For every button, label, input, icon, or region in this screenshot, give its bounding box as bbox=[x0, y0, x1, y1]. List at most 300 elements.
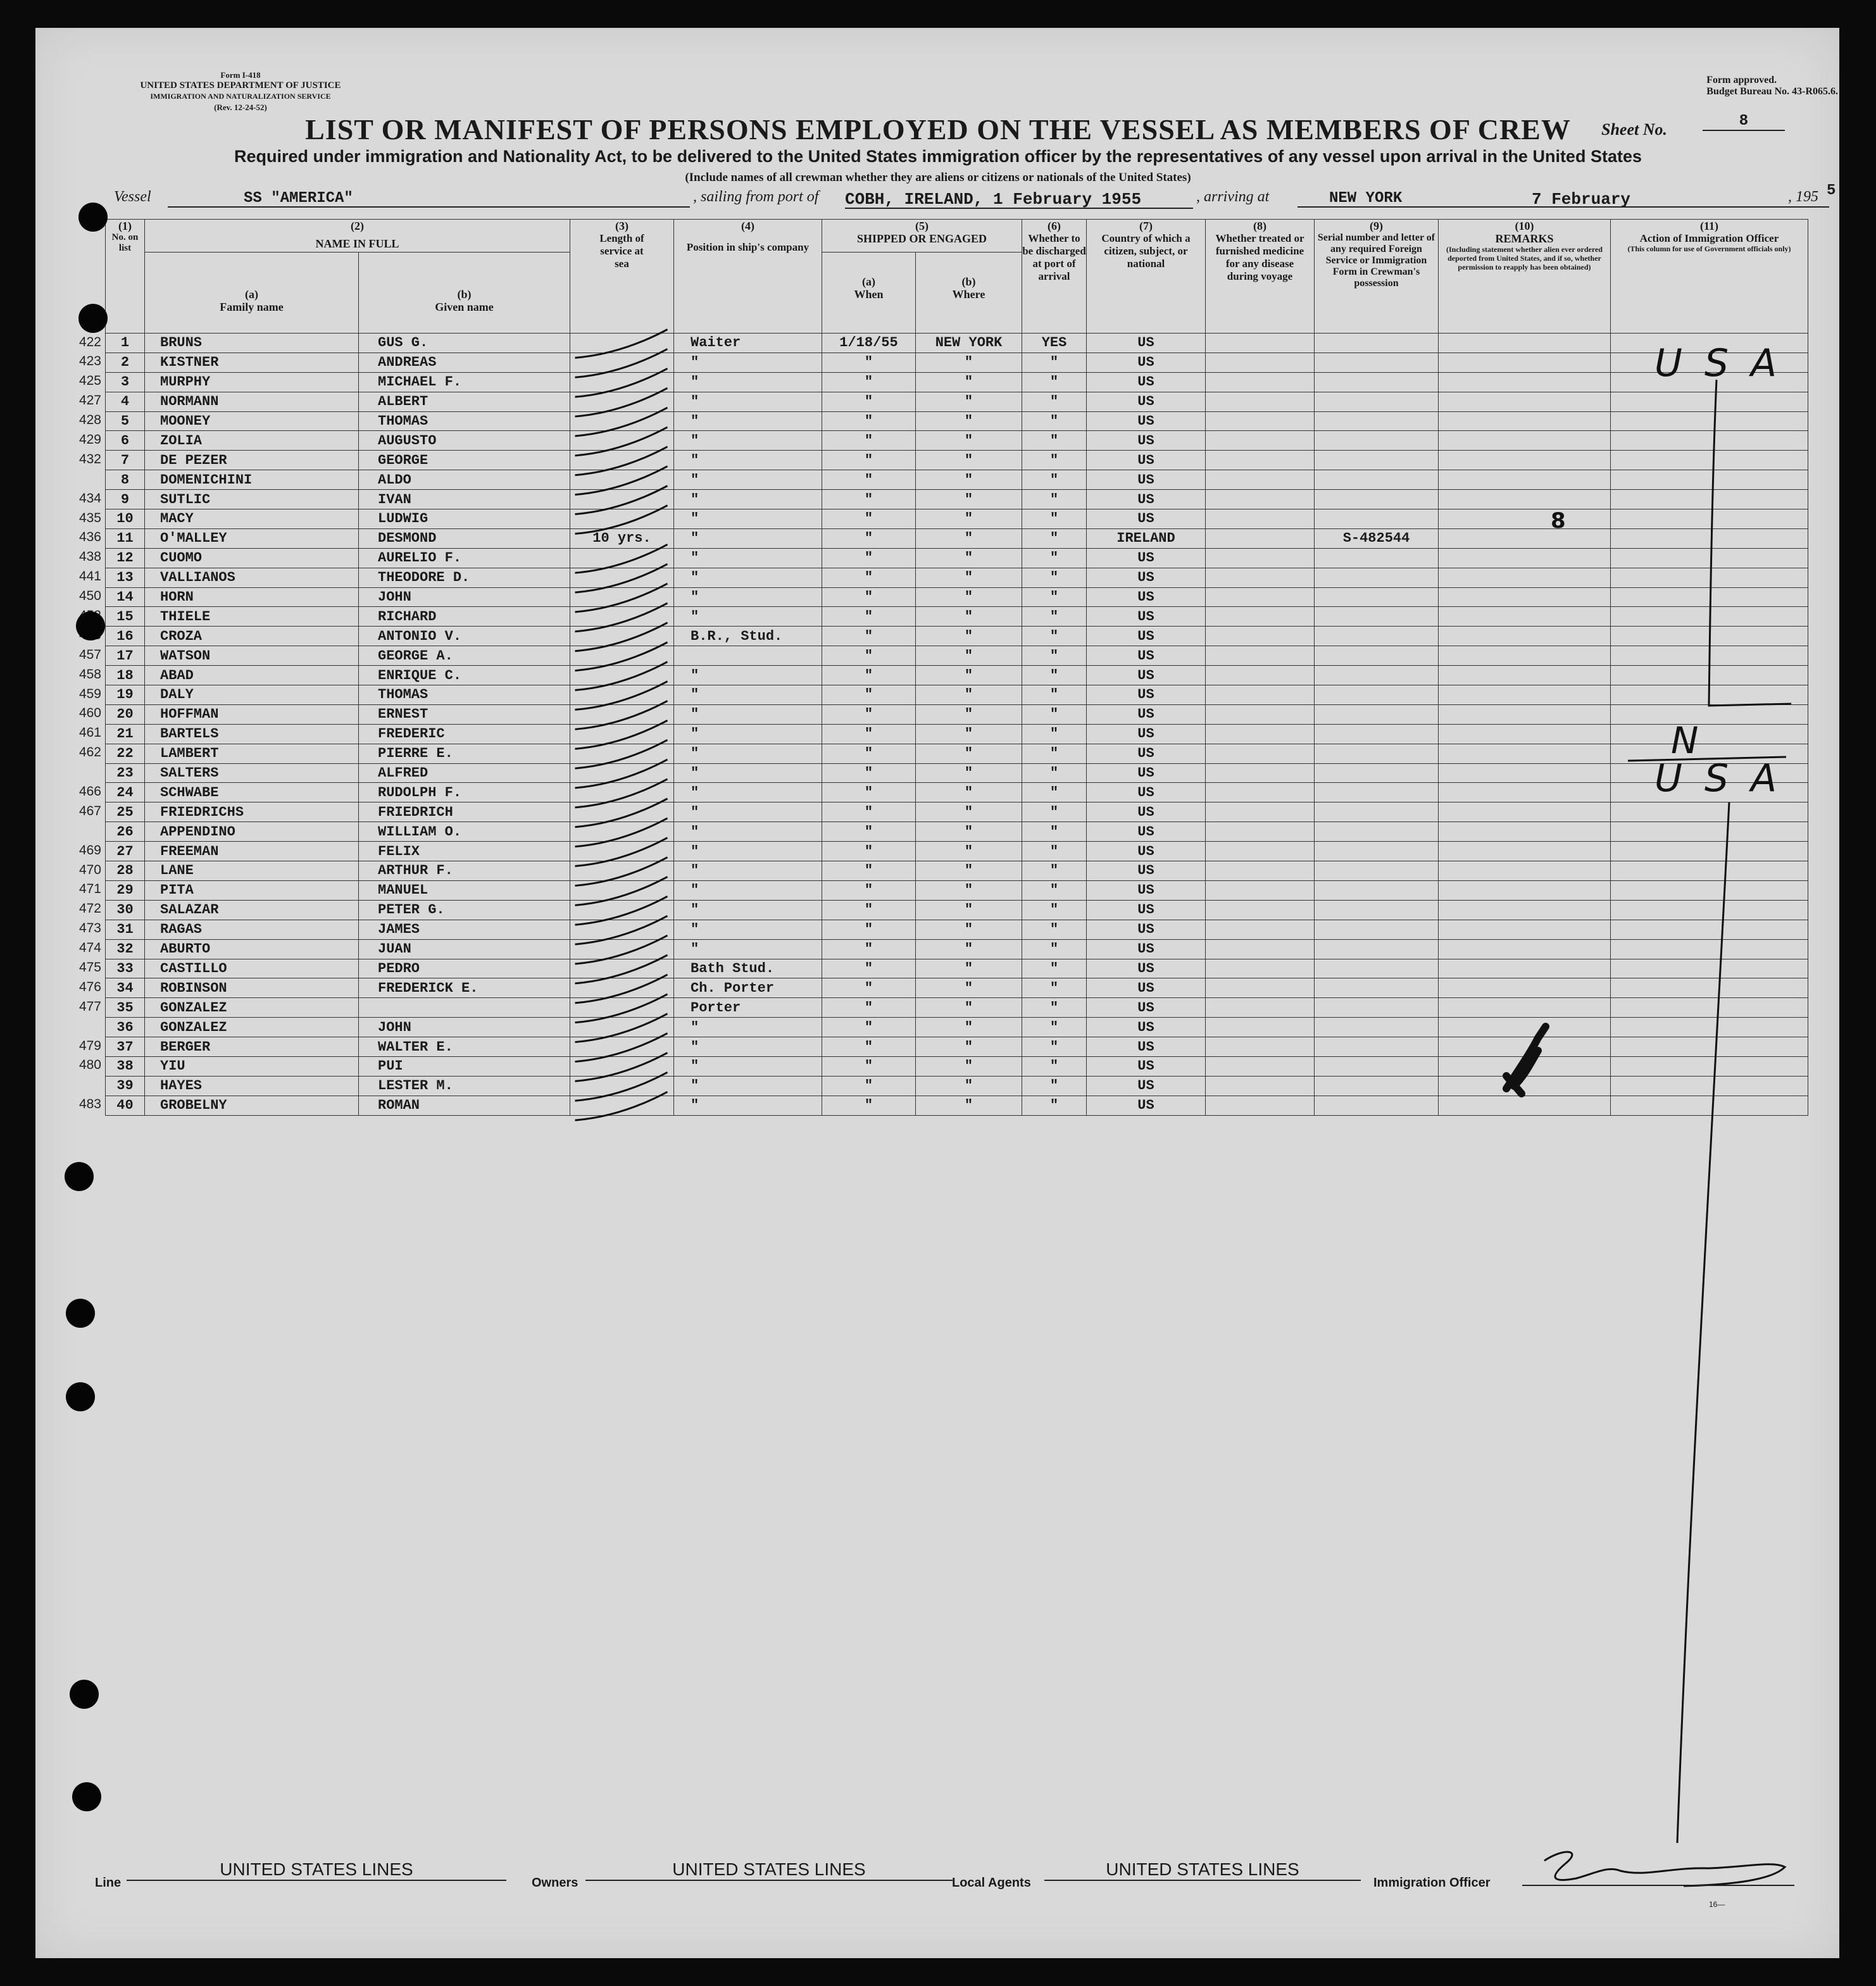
cell-family: SUTLIC bbox=[145, 490, 359, 509]
cell-when: " bbox=[822, 861, 916, 881]
cell-country: US bbox=[1087, 803, 1206, 822]
ledger-number: 450 bbox=[78, 589, 101, 604]
service-stroke bbox=[575, 759, 668, 788]
cell-no: 5 bbox=[106, 411, 145, 431]
cell-when: " bbox=[822, 1096, 916, 1115]
cell-country: US bbox=[1087, 1056, 1206, 1076]
cell-discharged: YES bbox=[1022, 334, 1087, 353]
service-stroke bbox=[575, 818, 668, 847]
cell-given: JOHN bbox=[359, 1018, 570, 1037]
cell-position: Waiter bbox=[674, 334, 822, 353]
col-11-num: (11) bbox=[1700, 220, 1718, 232]
cell-discharged: " bbox=[1022, 392, 1087, 411]
cell-when: " bbox=[822, 998, 916, 1018]
cell-no: 16 bbox=[106, 627, 145, 646]
cell-no: 11 bbox=[106, 528, 145, 548]
cell-when: " bbox=[822, 568, 916, 587]
remark-ink-mark bbox=[1506, 1027, 1546, 1094]
service-stroke bbox=[575, 1014, 668, 1042]
cell-position: " bbox=[674, 939, 822, 959]
service-stroke bbox=[575, 916, 668, 944]
cell-where: " bbox=[916, 939, 1022, 959]
cell-where: " bbox=[916, 783, 1022, 803]
cell-discharged: " bbox=[1022, 528, 1087, 548]
cell-given: THOMAS bbox=[359, 685, 570, 705]
ledger-number: 438 bbox=[78, 549, 101, 565]
cell-discharged: " bbox=[1022, 646, 1087, 666]
cell-country: US bbox=[1087, 822, 1206, 842]
cell-given: ANDREAS bbox=[359, 353, 570, 372]
cell-position: " bbox=[674, 900, 822, 920]
cell-no: 24 bbox=[106, 783, 145, 803]
service-stroke bbox=[575, 603, 668, 632]
cell-given: ERNEST bbox=[359, 704, 570, 724]
cell-when: " bbox=[822, 470, 916, 490]
cell-family: PITA bbox=[145, 880, 359, 900]
col-2-num: (2) bbox=[351, 220, 364, 232]
ledger-number: 474 bbox=[78, 940, 101, 956]
col-2b-title: Given name bbox=[435, 301, 494, 313]
cell-discharged: " bbox=[1022, 1056, 1087, 1076]
cell-given: ANTONIO V. bbox=[359, 627, 570, 646]
cell-given: FREDERIC bbox=[359, 724, 570, 744]
cell-family: MURPHY bbox=[145, 372, 359, 392]
cell-family: ROBINSON bbox=[145, 978, 359, 998]
cell-where: " bbox=[916, 1037, 1022, 1057]
cell-given: AURELIO F. bbox=[359, 548, 570, 568]
cell-where: " bbox=[916, 470, 1022, 490]
document-subtitle: Required under immigration and Nationality Act, to be delivered to the United States immigration officer by the representatives of any vessel upon arrival in the United States bbox=[234, 147, 1642, 166]
cell-family: THIELE bbox=[145, 607, 359, 627]
col-11-note: (This column for use of Government officials only) bbox=[1627, 244, 1791, 253]
cell-family: HOFFMAN bbox=[145, 704, 359, 724]
cell-no: 39 bbox=[106, 1076, 145, 1096]
cell-position: " bbox=[674, 587, 822, 607]
cell-when: 1/18/55 bbox=[822, 334, 916, 353]
service-stroke bbox=[575, 799, 668, 827]
cell-no: 8 bbox=[106, 470, 145, 490]
col-4-num: (4) bbox=[741, 220, 754, 232]
cell-given: ROMAN bbox=[359, 1096, 570, 1115]
col-6-title: Whether to be discharged at port of arrival bbox=[1022, 232, 1086, 282]
cell-where: " bbox=[916, 959, 1022, 978]
col-5b-title: Where bbox=[952, 288, 985, 301]
cell-discharged: " bbox=[1022, 763, 1087, 783]
cell-where: " bbox=[916, 411, 1022, 431]
cell-position: " bbox=[674, 880, 822, 900]
col-10-title: REMARKS bbox=[1495, 232, 1554, 245]
ledger-number: 427 bbox=[78, 393, 101, 408]
cell-when: " bbox=[822, 880, 916, 900]
cell-no: 6 bbox=[106, 431, 145, 451]
cell-discharged: " bbox=[1022, 685, 1087, 705]
cell-position: " bbox=[674, 803, 822, 822]
cell-given: WALTER E. bbox=[359, 1037, 570, 1057]
cell-family: GONZALEZ bbox=[145, 998, 359, 1018]
cell-given: JOHN bbox=[359, 587, 570, 607]
cell-where: " bbox=[916, 978, 1022, 998]
ledger-number: 467 bbox=[78, 803, 101, 818]
cell-given: GUS G. bbox=[359, 334, 570, 353]
cell-given: ALFRED bbox=[359, 763, 570, 783]
cell-no: 2 bbox=[106, 353, 145, 372]
cell-no: 7 bbox=[106, 451, 145, 470]
cell-family: ABURTO bbox=[145, 939, 359, 959]
cell-when: " bbox=[822, 704, 916, 724]
cell-when: " bbox=[822, 803, 916, 822]
col-2-title: NAME IN FULL bbox=[315, 237, 399, 250]
cell-position: Bath Stud. bbox=[674, 959, 822, 978]
cell-position: " bbox=[674, 1037, 822, 1057]
cell-when: " bbox=[822, 509, 916, 529]
cell-serial: S-482544 bbox=[1315, 528, 1439, 548]
cell-country: US bbox=[1087, 763, 1206, 783]
cell-discharged: " bbox=[1022, 939, 1087, 959]
cell-position: " bbox=[674, 861, 822, 881]
cell-no: 30 bbox=[106, 900, 145, 920]
col-3-title: Length of service at sea bbox=[599, 232, 644, 270]
cell-when: " bbox=[822, 744, 916, 763]
cell-discharged: " bbox=[1022, 978, 1087, 998]
cell-discharged: " bbox=[1022, 900, 1087, 920]
cell-where: " bbox=[916, 724, 1022, 744]
cell-when: " bbox=[822, 372, 916, 392]
ledger-number: 475 bbox=[78, 960, 101, 975]
ledger-number: 441 bbox=[78, 569, 101, 584]
cell-country: US bbox=[1087, 1037, 1206, 1057]
cell-when: " bbox=[822, 978, 916, 998]
col-7-num: (7) bbox=[1139, 220, 1153, 232]
cell-no: 18 bbox=[106, 666, 145, 685]
cell-given: GEORGE bbox=[359, 451, 570, 470]
cell-family: LAMBERT bbox=[145, 744, 359, 763]
line-value: UNITED STATES LINES bbox=[127, 1859, 506, 1881]
col-11-title: Action of Immigration Officer bbox=[1639, 232, 1779, 244]
cell-discharged: " bbox=[1022, 666, 1087, 685]
document-title: LIST OR MANIFEST OF PERSONS EMPLOYED ON THE VESSEL AS MEMBERS OF CREW bbox=[305, 113, 1571, 146]
col-9-num: (9) bbox=[1370, 220, 1383, 232]
cell-discharged: " bbox=[1022, 568, 1087, 587]
col-1-title: No. on list bbox=[111, 232, 139, 253]
officer-signature-line bbox=[1522, 1859, 1794, 1886]
year-suffix: 5 bbox=[1827, 182, 1836, 199]
cell-country: US bbox=[1087, 744, 1206, 763]
cell-no: 25 bbox=[106, 803, 145, 822]
arriving-label: , arriving at bbox=[1196, 189, 1270, 205]
usa-annotation-1: U S A bbox=[1654, 341, 1782, 385]
cell-discharged: " bbox=[1022, 627, 1087, 646]
cell-no: 26 bbox=[106, 822, 145, 842]
cell-position: " bbox=[674, 842, 822, 861]
col-5a-title: When bbox=[854, 288, 884, 301]
cell-given: DESMOND bbox=[359, 528, 570, 548]
cell-no: 38 bbox=[106, 1056, 145, 1076]
ledger-number: 462 bbox=[78, 745, 101, 760]
ledger-number: 432 bbox=[78, 451, 101, 466]
cell-no: 14 bbox=[106, 587, 145, 607]
cell-where: " bbox=[916, 431, 1022, 451]
cell-given: THOMAS bbox=[359, 411, 570, 431]
cell-when: " bbox=[822, 392, 916, 411]
cell-country: US bbox=[1087, 666, 1206, 685]
cell-no: 29 bbox=[106, 880, 145, 900]
cell-given: ALDO bbox=[359, 470, 570, 490]
cell-family: DALY bbox=[145, 685, 359, 705]
cell-no: 31 bbox=[106, 920, 145, 939]
cell-position: B.R., Stud. bbox=[674, 627, 822, 646]
service-stroke bbox=[575, 682, 668, 710]
arrival-date: 7 February bbox=[1532, 190, 1631, 209]
cell-country: US bbox=[1087, 334, 1206, 353]
cell-family: HORN bbox=[145, 587, 359, 607]
cell-country: US bbox=[1087, 880, 1206, 900]
col-8-title: Whether treated or furnished medicine for any disease during voyage bbox=[1215, 232, 1304, 282]
cell-discharged: " bbox=[1022, 431, 1087, 451]
col-2a-tag: (a) bbox=[245, 288, 258, 301]
cell-country: US bbox=[1087, 959, 1206, 978]
cell-given: LUDWIG bbox=[359, 509, 570, 529]
department: UNITED STATES DEPARTMENT OF JUSTICE bbox=[140, 80, 341, 91]
cell-no: 19 bbox=[106, 685, 145, 705]
cell-where: NEW YORK bbox=[916, 334, 1022, 353]
service-stroke bbox=[575, 720, 668, 749]
cell-position: " bbox=[674, 822, 822, 842]
cell-discharged: " bbox=[1022, 1037, 1087, 1057]
cell-when: " bbox=[822, 528, 916, 548]
cell-given: LESTER M. bbox=[359, 1076, 570, 1096]
cell-when: " bbox=[822, 490, 916, 509]
cell-where: " bbox=[916, 842, 1022, 861]
cell-country: US bbox=[1087, 704, 1206, 724]
cell-no: 3 bbox=[106, 372, 145, 392]
cell-position: " bbox=[674, 704, 822, 724]
cell-no: 21 bbox=[106, 724, 145, 744]
cell-discharged: " bbox=[1022, 959, 1087, 978]
cell-discharged: " bbox=[1022, 822, 1087, 842]
cell-position: " bbox=[674, 1018, 822, 1037]
cell-when: " bbox=[822, 607, 916, 627]
service-stroke bbox=[575, 994, 668, 1023]
cell-given: GEORGE A. bbox=[359, 646, 570, 666]
cell-when: " bbox=[822, 411, 916, 431]
service-stroke bbox=[575, 838, 668, 866]
cell-family: BRUNS bbox=[145, 334, 359, 353]
sailing-from: COBH, IRELAND, 1 February 1955 bbox=[845, 190, 1193, 209]
cell-when: " bbox=[822, 353, 916, 372]
cell-position: " bbox=[674, 724, 822, 744]
service-column-strokes bbox=[575, 330, 668, 1121]
cell-country: US bbox=[1087, 685, 1206, 705]
cell-given: RICHARD bbox=[359, 607, 570, 627]
cell-position: Porter bbox=[674, 998, 822, 1018]
col-1-num: (1) bbox=[118, 220, 132, 232]
cell-where: " bbox=[916, 822, 1022, 842]
cell-position: " bbox=[674, 509, 822, 529]
cell-discharged: " bbox=[1022, 470, 1087, 490]
cell-given: PETER G. bbox=[359, 900, 570, 920]
cell-discharged: " bbox=[1022, 1096, 1087, 1115]
col-9-title: Serial number and letter of any required Foreign Service or Immigration Form in Crewman's possession bbox=[1317, 232, 1435, 289]
cell-given: ARTHUR F. bbox=[359, 861, 570, 881]
cell-discharged: " bbox=[1022, 704, 1087, 724]
owners-value: UNITED STATES LINES bbox=[585, 1859, 953, 1881]
cell-discharged: " bbox=[1022, 451, 1087, 470]
service-stroke bbox=[575, 642, 668, 671]
cell-country: US bbox=[1087, 861, 1206, 881]
service-stroke bbox=[575, 564, 668, 592]
cell-country: US bbox=[1087, 607, 1206, 627]
cell-no: 10 bbox=[106, 509, 145, 529]
cell-family: SCHWABE bbox=[145, 783, 359, 803]
cell-discharged: " bbox=[1022, 861, 1087, 881]
cell-given: IVAN bbox=[359, 490, 570, 509]
service-stroke bbox=[575, 955, 668, 984]
ledger-number: 480 bbox=[78, 1058, 101, 1073]
cell-position: " bbox=[674, 411, 822, 431]
cell-family: DOMENICHINI bbox=[145, 470, 359, 490]
service-stroke bbox=[575, 1072, 668, 1101]
ledger-number: 423 bbox=[78, 354, 101, 369]
cell-country: US bbox=[1087, 646, 1206, 666]
cell-position: " bbox=[674, 353, 822, 372]
cell-discharged: " bbox=[1022, 724, 1087, 744]
cell-discharged: " bbox=[1022, 1076, 1087, 1096]
col-5-title: SHIPPED OR ENGAGED bbox=[856, 232, 987, 245]
ledger-number: 458 bbox=[78, 666, 101, 682]
cell-discharged: " bbox=[1022, 880, 1087, 900]
cell-where: " bbox=[916, 607, 1022, 627]
cell-where: " bbox=[916, 587, 1022, 607]
cell-discharged: " bbox=[1022, 587, 1087, 607]
cell-country: US bbox=[1087, 470, 1206, 490]
cell-when: " bbox=[822, 783, 916, 803]
cell-where: " bbox=[916, 685, 1022, 705]
service-stroke bbox=[575, 330, 668, 358]
cell-position: " bbox=[674, 685, 822, 705]
cell-discharged: " bbox=[1022, 842, 1087, 861]
cell-given: MICHAEL F. bbox=[359, 372, 570, 392]
cell-family: FREEMAN bbox=[145, 842, 359, 861]
cell-where: " bbox=[916, 451, 1022, 470]
cell-no: 40 bbox=[106, 1096, 145, 1115]
ledger-number: 479 bbox=[78, 1038, 101, 1053]
cell-when: " bbox=[822, 959, 916, 978]
cell-given: FREDERICK E. bbox=[359, 978, 570, 998]
line-label: Line bbox=[95, 1876, 122, 1890]
cell-no: 9 bbox=[106, 490, 145, 509]
service-stroke bbox=[575, 506, 668, 534]
cell-country: US bbox=[1087, 548, 1206, 568]
cell-country: IRELAND bbox=[1087, 528, 1206, 548]
ledger-number: 473 bbox=[78, 921, 101, 936]
cell-no: 23 bbox=[106, 763, 145, 783]
cell-family: YIU bbox=[145, 1056, 359, 1076]
service-stroke bbox=[575, 975, 668, 1003]
cell-family: GONZALEZ bbox=[145, 1018, 359, 1037]
cell-family: BARTELS bbox=[145, 724, 359, 744]
sailing-label: , sailing from port of bbox=[693, 189, 819, 205]
cell-country: US bbox=[1087, 1018, 1206, 1037]
service-stroke bbox=[575, 427, 668, 456]
service-stroke bbox=[575, 388, 668, 416]
cell-given: PIERRE E. bbox=[359, 744, 570, 763]
cell-given: WILLIAM O. bbox=[359, 822, 570, 842]
cell-family: VALLIANOS bbox=[145, 568, 359, 587]
cell-discharged: " bbox=[1022, 803, 1087, 822]
cell-when: " bbox=[822, 1037, 916, 1057]
cell-country: US bbox=[1087, 451, 1206, 470]
cell-when: " bbox=[822, 646, 916, 666]
arriving-at: NEW YORK bbox=[1298, 190, 1829, 208]
usa-annotation-2: U S A bbox=[1654, 756, 1782, 801]
service-stroke bbox=[575, 486, 668, 515]
cell-where: " bbox=[916, 568, 1022, 587]
ledger-number: 428 bbox=[78, 413, 101, 428]
service-stroke bbox=[575, 408, 668, 436]
cell-no: 12 bbox=[106, 548, 145, 568]
cell-where: " bbox=[916, 880, 1022, 900]
cell-country: US bbox=[1087, 627, 1206, 646]
ledger-number: 459 bbox=[78, 686, 101, 701]
usa-long-line bbox=[1677, 803, 1729, 1843]
cell-no: 34 bbox=[106, 978, 145, 998]
n-annotation: N bbox=[1671, 719, 1699, 762]
cell-family: LANE bbox=[145, 861, 359, 881]
cell-discharged: " bbox=[1022, 372, 1087, 392]
cell-when: " bbox=[822, 627, 916, 646]
cell-where: " bbox=[916, 666, 1022, 685]
cell-where: " bbox=[916, 1018, 1022, 1037]
col-2a-title: Family name bbox=[220, 301, 284, 313]
service-stroke bbox=[575, 935, 668, 964]
col-3-num: (3) bbox=[615, 220, 628, 232]
cell-position: " bbox=[674, 1076, 822, 1096]
owners-label: Owners bbox=[532, 1876, 578, 1890]
cell-when: " bbox=[822, 451, 916, 470]
cell-discharged: " bbox=[1022, 490, 1087, 509]
cell-discharged: " bbox=[1022, 998, 1087, 1018]
cell-given: FELIX bbox=[359, 842, 570, 861]
cell-family: NORMANN bbox=[145, 392, 359, 411]
cell-given: AUGUSTO bbox=[359, 431, 570, 451]
cell-family: ZOLIA bbox=[145, 431, 359, 451]
cell-position: " bbox=[674, 763, 822, 783]
cell-no: 1 bbox=[106, 334, 145, 353]
col-4-title: Position in ship's company bbox=[686, 241, 810, 253]
service-stroke bbox=[575, 896, 668, 925]
service-stroke bbox=[575, 858, 668, 886]
cell-discharged: " bbox=[1022, 509, 1087, 529]
cell-where: " bbox=[916, 392, 1022, 411]
ledger-number: 436 bbox=[78, 530, 101, 545]
ledger-number: 435 bbox=[78, 510, 101, 525]
cell-where: " bbox=[916, 1056, 1022, 1076]
cell-when: " bbox=[822, 1018, 916, 1037]
cell-country: US bbox=[1087, 490, 1206, 509]
cell-family: CROZA bbox=[145, 627, 359, 646]
cell-discharged: " bbox=[1022, 783, 1087, 803]
cell-when: " bbox=[822, 763, 916, 783]
cell-where: " bbox=[916, 1076, 1022, 1096]
cell-no: 15 bbox=[106, 607, 145, 627]
service-stroke bbox=[575, 349, 668, 377]
cell-where: " bbox=[916, 509, 1022, 529]
service-stroke bbox=[575, 447, 668, 475]
cell-when: " bbox=[822, 822, 916, 842]
ledger-number: 434 bbox=[78, 490, 101, 506]
cell-where: " bbox=[916, 627, 1022, 646]
col-10-note: (Including statement whether alien ever ordered deported from United States, and if so, whether permission to reapply has been obtained) bbox=[1446, 245, 1603, 272]
